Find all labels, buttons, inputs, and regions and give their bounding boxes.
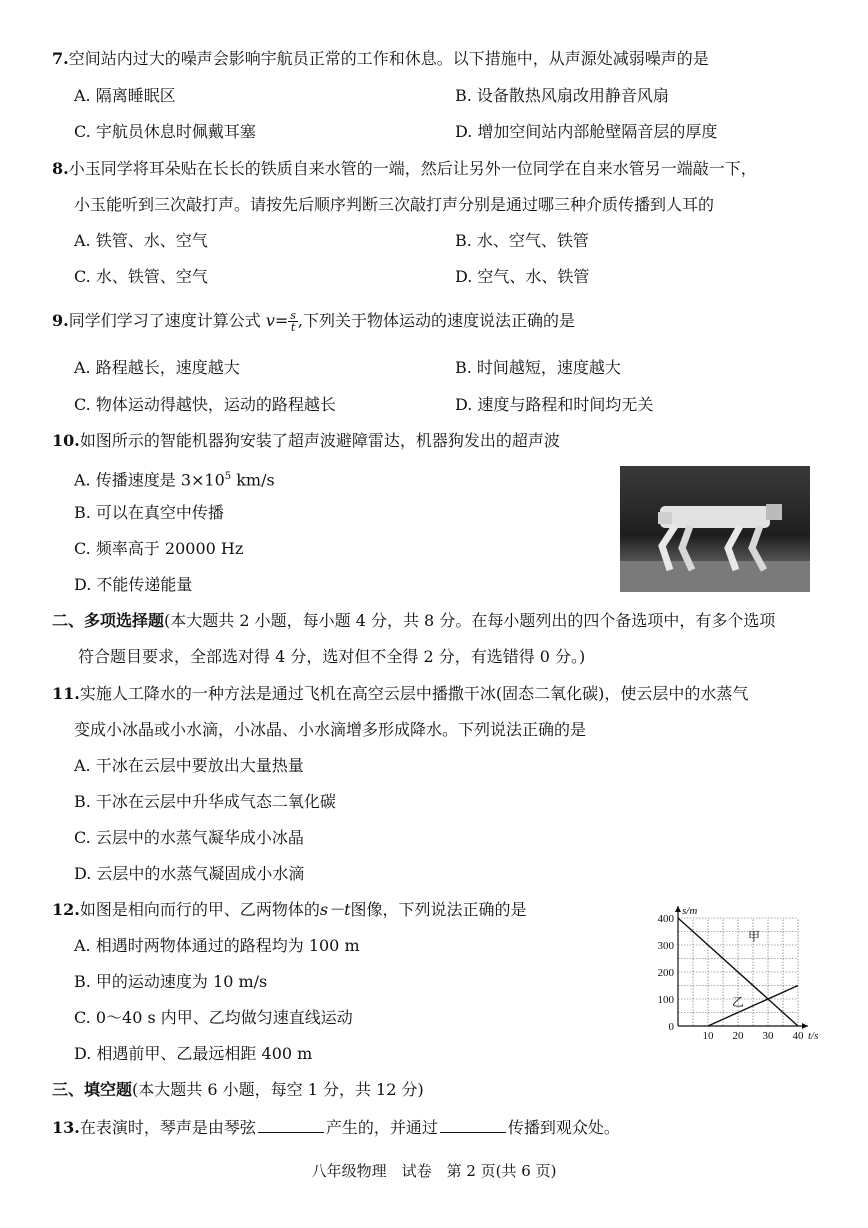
q7-option-c[interactable]: C. 宇航员休息时佩戴耳塞 bbox=[74, 122, 256, 141]
section-2-header bbox=[52, 610, 775, 632]
formula-v: v bbox=[265, 311, 275, 330]
x-axis-arrow bbox=[802, 1023, 808, 1029]
q11-option-d[interactable]: D. 云层中的水蒸气凝固成小水滴 bbox=[74, 864, 305, 883]
section-3-header bbox=[52, 1079, 424, 1101]
question-text-tail: 图像，下列说法正确的是 bbox=[350, 900, 527, 919]
section-title: 二、多项选择题 bbox=[52, 611, 165, 630]
question-text: 同学们学习了速度计算公式 bbox=[68, 311, 261, 330]
question-11-stem-cont: 变成小冰晶或小水滴，小冰晶、小水滴增多形成降水。下列说法正确的是 bbox=[74, 720, 587, 739]
q9-option-c[interactable]: C. 物体运动得越快，运动的路程越长 bbox=[74, 395, 336, 414]
question-12-stem bbox=[52, 899, 527, 921]
question-text-tail: ,下列关于物体运动的速度说法正确的是 bbox=[297, 311, 576, 330]
question-7-stem bbox=[52, 48, 709, 70]
question-11-stem bbox=[52, 683, 748, 705]
s-t-graph bbox=[650, 900, 819, 1050]
question-text: 传播到观众处。 bbox=[507, 1118, 620, 1137]
option-text: A. 传播速度是 3×10 bbox=[74, 470, 225, 490]
q7-option-d[interactable]: D. 增加空间站内部舱壁隔音层的厚度 bbox=[455, 122, 718, 141]
section-title: 三、填空题 bbox=[52, 1080, 133, 1099]
q8-option-a[interactable]: A. 铁管、水、空气 bbox=[74, 231, 208, 250]
q12-option-a[interactable]: A. 相遇时两物体通过的路程均为 100 m bbox=[74, 936, 360, 955]
q10-option-d[interactable]: D. 不能传递能量 bbox=[74, 575, 193, 594]
question-number: 11. bbox=[52, 684, 80, 703]
question-13-stem bbox=[52, 1116, 620, 1139]
question-8-stem-cont: 小玉能听到三次敲打声。请按先后顺序判断三次敲打声分别是通过哪三种介质传播到人耳的 bbox=[74, 195, 715, 214]
x-tick-label: 30 bbox=[762, 1030, 774, 1042]
robot-dog-photo bbox=[620, 466, 810, 592]
q8-option-d[interactable]: D. 空气、水、铁管 bbox=[455, 267, 590, 286]
q11-option-b[interactable]: B. 干冰在云层中升华成气态二氧化碳 bbox=[74, 792, 336, 811]
q11-option-a[interactable]: A. 干冰在云层中要放出大量热量 bbox=[74, 756, 304, 775]
q10-option-a[interactable] bbox=[74, 466, 275, 491]
q12-option-d[interactable]: D. 相遇前甲、乙最远相距 400 m bbox=[74, 1044, 313, 1063]
question-8-stem bbox=[52, 158, 757, 180]
q9-option-a[interactable]: A. 路程越长，速度越大 bbox=[74, 358, 240, 377]
exponent: 5 bbox=[224, 471, 232, 482]
formula-denominator: t bbox=[290, 321, 296, 334]
q9-option-b[interactable]: B. 时间越短，速度越大 bbox=[455, 358, 621, 377]
x-axis-label: t/s bbox=[808, 1030, 819, 1042]
q10-option-b[interactable]: B. 可以在真空中传播 bbox=[74, 503, 224, 522]
q12-option-b[interactable]: B. 甲的运动速度为 10 m/s bbox=[74, 972, 268, 991]
question-10-stem bbox=[52, 430, 560, 452]
question-text: 产生的，并通过 bbox=[325, 1118, 438, 1137]
x-tick-label: 40 bbox=[792, 1030, 804, 1042]
y-tick-label: 300 bbox=[657, 940, 674, 952]
y-axis-label: s/m bbox=[682, 905, 698, 917]
question-number: 12. bbox=[52, 900, 80, 919]
page-footer: 八年级物理 试卷 第 2 页(共 6 页) bbox=[311, 1162, 557, 1180]
formula-numerator: s bbox=[290, 309, 296, 322]
q10-option-c[interactable]: C. 频率高于 20000 Hz bbox=[74, 539, 244, 558]
series-label: 甲 bbox=[748, 929, 761, 944]
question-text: 空间站内过大的噪声会影响宇航员正常的工作和休息。以下措施中，从声源处减弱噪声的是 bbox=[68, 49, 709, 68]
y-tick-label: 400 bbox=[657, 913, 674, 925]
x-tick-label: 20 bbox=[732, 1030, 744, 1042]
question-text: 小玉同学将耳朵贴在长长的铁质自来水管的一端，然后让另外一位同学在自来水管另一端敲一下， bbox=[68, 159, 757, 178]
question-number: 13. bbox=[52, 1118, 80, 1137]
series-label: 乙 bbox=[732, 994, 745, 1009]
answer-blank-1[interactable] bbox=[258, 1116, 324, 1133]
q11-option-c[interactable]: C. 云层中的水蒸气凝华成小冰晶 bbox=[74, 828, 304, 847]
option-unit: km/s bbox=[231, 470, 275, 490]
q8-option-c[interactable]: C. 水、铁管、空气 bbox=[74, 267, 208, 286]
q7-option-b[interactable]: B. 设备散热风扇改用静音风扇 bbox=[455, 86, 669, 105]
question-text: 如图是相向而行的甲、乙两物体的 bbox=[79, 900, 320, 919]
y-tick-label: 0 bbox=[668, 1021, 674, 1033]
question-text: 实施人工降水的一种方法是通过飞机在高空云层中播撒干冰(固态二氧化碳)，使云层中的水蒸气 bbox=[79, 684, 749, 703]
question-text: 在表演时，琴声是由琴弦 bbox=[79, 1118, 256, 1137]
section-description: (本大题共 2 小题，每小题 4 分，共 8 分。在每小题列出的四个备选项中，有多个选项 bbox=[164, 611, 776, 630]
question-number: 9. bbox=[52, 311, 69, 330]
y-tick-label: 100 bbox=[657, 994, 674, 1006]
question-number: 7. bbox=[52, 49, 69, 68]
question-number: 8. bbox=[52, 159, 69, 178]
formula-equals: = bbox=[274, 311, 289, 330]
y-tick-label: 200 bbox=[657, 967, 674, 979]
q9-option-d[interactable]: D. 速度与路程和时间均无关 bbox=[455, 395, 654, 414]
question-9-stem bbox=[52, 310, 575, 333]
section-description: (本大题共 6 小题，每空 1 分，共 12 分) bbox=[132, 1080, 424, 1099]
q12-option-c[interactable]: C. 0～40 s 内甲、乙均做匀速直线运动 bbox=[74, 1008, 353, 1027]
answer-blank-2[interactable] bbox=[440, 1116, 506, 1133]
question-number: 10. bbox=[52, 431, 80, 450]
robot-dog-illustration bbox=[620, 466, 810, 592]
st-variable: s－t bbox=[319, 900, 351, 919]
x-tick-label: 10 bbox=[702, 1030, 714, 1042]
question-text: 如图所示的智能机器狗安装了超声波避障雷达，机器狗发出的超声波 bbox=[79, 431, 560, 450]
q7-option-a[interactable]: A. 隔离睡眠区 bbox=[74, 86, 176, 105]
speed-formula-fraction bbox=[288, 310, 298, 333]
y-axis-arrow bbox=[675, 906, 681, 912]
section-2-description-cont: 符合题目要求，全部选对得 4 分，选对但不全得 2 分，有选错得 0 分。) bbox=[78, 647, 586, 666]
q8-option-b[interactable]: B. 水、空气、铁管 bbox=[455, 231, 589, 250]
